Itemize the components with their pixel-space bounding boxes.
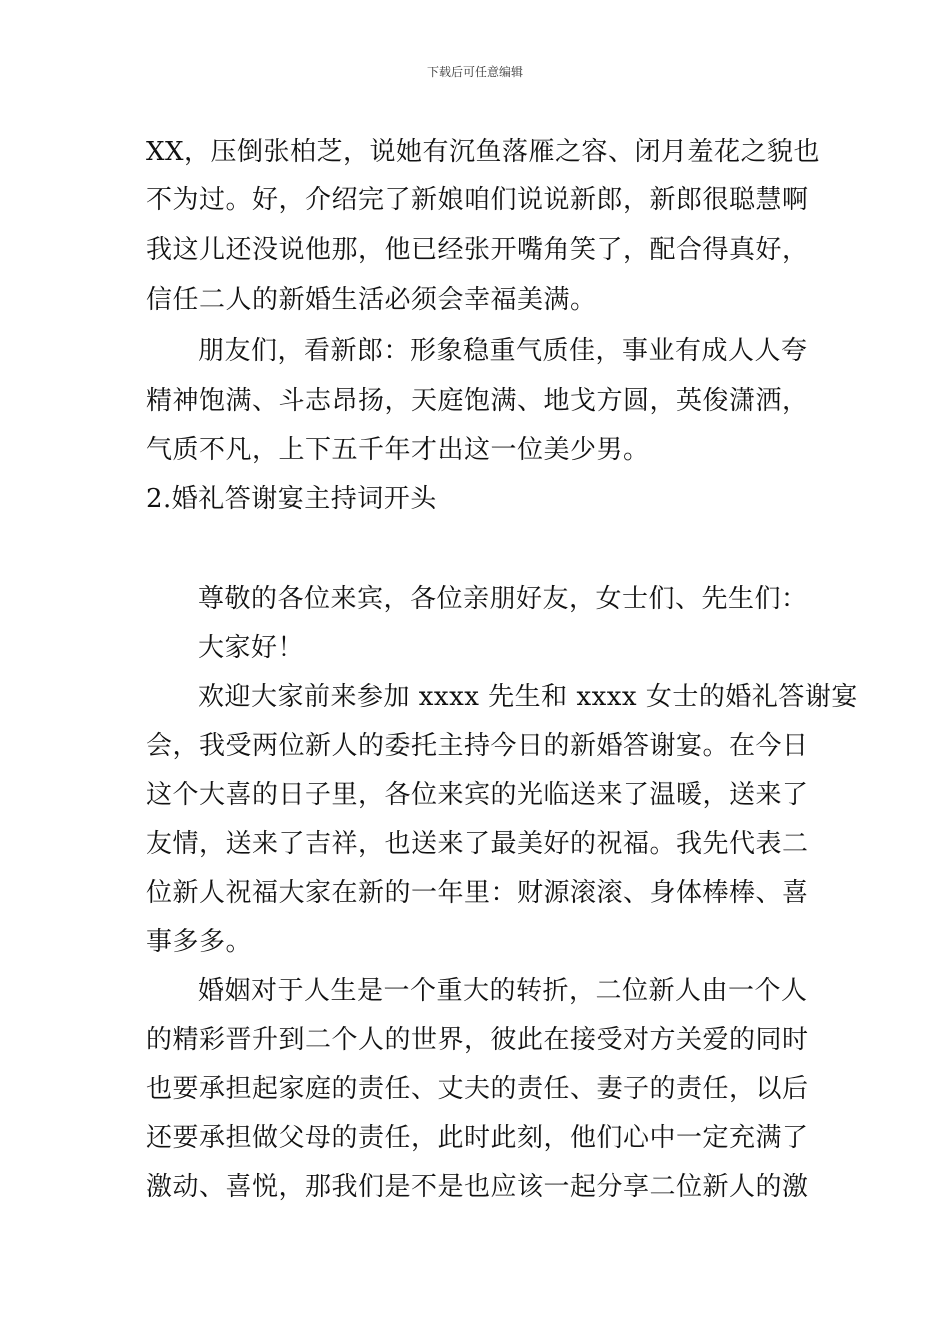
body-line: 我这儿还没说他那，他已经张开嘴角笑了，配合得真好，: [146, 235, 809, 265]
body-line: 气质不凡，上下五千年才出这一位美少男。: [146, 435, 650, 465]
body-line: 大家好！: [198, 633, 305, 663]
body-line: 信任二人的新婚生活必须会幸福美满。: [146, 285, 597, 315]
body-line: XX，压倒张柏芝，说她有沉鱼落雁之容、闭月羞花之貌也: [146, 137, 821, 167]
body-line: 婚姻对于人生是一个重大的转折，二位新人由一个人: [198, 976, 808, 1006]
body-line: 这个大喜的日子里，各位来宾的光临送来了温暖，送来了: [146, 780, 809, 810]
body-line: 精神饱满、斗志昂扬，天庭饱满、地戈方圆，英俊潇洒，: [146, 386, 809, 416]
page-header: 下载后可任意编辑: [426, 65, 523, 79]
body-line: 也要承担起家庭的责任、丈夫的责任、妻子的责任，以后: [146, 1074, 809, 1104]
body-line: 的精彩晋升到二个人的世界，彼此在接受对方关爱的同时: [146, 1025, 809, 1055]
body-line: 朋友们，看新郎：形象稳重气质佳，事业有成人人夸: [198, 336, 808, 366]
body-line: 还要承担做父母的责任，此时此刻，他们心中一定充满了: [146, 1123, 809, 1153]
body-line: 友情，送来了吉祥，也送来了最美好的祝福。我先代表二: [146, 829, 809, 859]
body-line: 会，我受两位新人的委托主持今日的新婚答谢宴。在今日: [146, 731, 809, 761]
section-heading: 2.婚礼答谢宴主持词开头: [146, 484, 437, 514]
body-line: 不为过。好，介绍完了新娘咱们说说新郎，新郎很聪慧啊: [146, 185, 809, 215]
body-line: 位新人祝福大家在新的一年里：财源滚滚、身体棒棒、喜: [146, 878, 809, 908]
body-line: 尊敬的各位来宾，各位亲朋好友，女士们、先生们：: [198, 584, 808, 614]
body-line: 欢迎大家前来参加 xxxx 先生和 xxxx 女士的婚礼答谢宴: [198, 682, 858, 712]
body-line: 激动、喜悦，那我们是不是也应该一起分享二位新人的激: [146, 1172, 809, 1202]
body-line: 事多多。: [146, 927, 253, 957]
